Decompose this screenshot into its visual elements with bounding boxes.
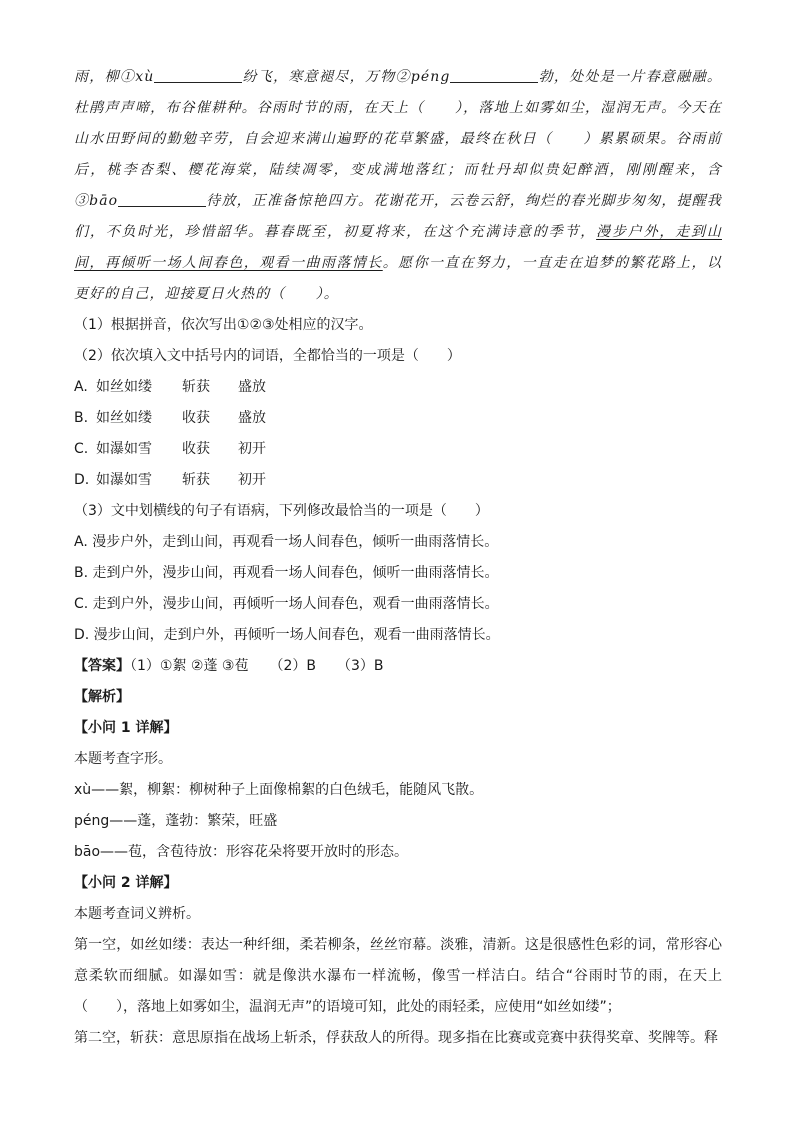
analysis-heading: 【解析】 bbox=[74, 689, 130, 705]
option-label: C. bbox=[74, 441, 89, 457]
passage-text: 雨，柳①xù bbox=[74, 69, 155, 85]
option-word: 如瀑如雪 bbox=[96, 472, 152, 488]
passage-text: 纷飞，寒意褪尽，万物②péng bbox=[242, 69, 451, 85]
passage-text: 勃，处处是一片春意融融。杜鹃声声啼，布谷催耕种。谷雨时节的雨，在天上（ bbox=[74, 69, 722, 116]
sub1-heading: 【小问 1 详解】 bbox=[74, 720, 178, 736]
option-word: 盛放 bbox=[238, 379, 266, 395]
answer-line bbox=[74, 651, 722, 682]
document-page bbox=[74, 62, 722, 1054]
sub1-line: péng——蓬，蓬勃：繁荣，旺盛 bbox=[74, 813, 278, 829]
passage-text: ），落地上如雾如尘，湿润无声。今天在山水田野间的勤勉辛劳，自会迎来满山遍野的花草繁盛，最终在秋日（ bbox=[74, 100, 722, 147]
sub1-line: bāo——苞，含苞待放：形容花朵将要开放时的形态。 bbox=[74, 844, 409, 860]
q2-option-d bbox=[74, 465, 722, 496]
question-3: （3）文中划横线的句子有语病，下列修改最恰当的一项是（ ） bbox=[74, 503, 489, 519]
question-1: （1）根据拼音，依次写出①②③处相应的汉字。 bbox=[74, 317, 373, 333]
option-word: 斩获 bbox=[182, 472, 210, 488]
passage-text: ）。 bbox=[315, 286, 339, 302]
option-word: 斩获 bbox=[182, 379, 210, 395]
sub2-paragraph: 第二空，斩获：意思原指在战场上斩杀，俘获敌人的所得。现多指在比赛或竞赛中获得奖章、奖牌等。释 bbox=[74, 1030, 718, 1046]
option-word: 如丝如缕 bbox=[96, 410, 152, 426]
pinyin-blank-1 bbox=[154, 66, 242, 83]
sub1-line: xù——絮，柳絮：柳树种子上面像棉絮的白色绒毛，能随风飞散。 bbox=[74, 782, 484, 798]
passage-text: ）累累硕果。谷雨前后，桃李杏梨、樱花海棠，陆续凋零，变成满地落红；而牡丹却似贵妃醉酒，刚刚醒来，含③bāo bbox=[74, 131, 722, 209]
q3-option-a: A. 漫步户外，走到山间，再观看一场人间春色，倾听一曲雨落情长。 bbox=[74, 534, 499, 550]
pinyin-blank-3 bbox=[118, 190, 206, 207]
option-word: 收获 bbox=[182, 410, 210, 426]
passage-text: 待放，正准备惊艳四方。花谢花开，云卷云舒，绚烂的春光脚步匆匆，提醒我们，不负时光，珍惜韶华。暮春既至，初夏将来，在这个充满诗意的季节， bbox=[74, 193, 722, 240]
option-label: A. bbox=[74, 379, 88, 395]
option-word: 如瀑如雪 bbox=[96, 441, 152, 457]
option-label: D. bbox=[74, 472, 90, 488]
sub2-paragraph: 第一空，如丝如缕：表达一种纤细，柔若柳条，丝丝帘幕。淡雅，清新。这是很感性色彩的词，常形容心意柔软而细腻。如瀑如雪：就是像洪水瀑布一样流畅，像雪一样洁白。结合“谷雨时节的雨，在天上（ ），落地上如雾如尘，温润无声”的语境可知，此处的雨轻柔，应使用“如丝如缕”； bbox=[74, 937, 722, 1015]
q2-option-a bbox=[74, 372, 722, 403]
question-2: （2）依次填入文中括号内的词语，全都恰当的一项是（ ） bbox=[74, 348, 461, 364]
option-word: 如丝如缕 bbox=[96, 379, 152, 395]
sub2-intro: 本题考查词义辨析。 bbox=[74, 906, 200, 922]
q2-option-b bbox=[74, 403, 722, 434]
option-word: 收获 bbox=[182, 441, 210, 457]
q2-option-c bbox=[74, 434, 722, 465]
sub2-heading: 【小问 2 详解】 bbox=[74, 875, 178, 891]
sub1-intro: 本题考查字形。 bbox=[74, 751, 172, 767]
option-label: B. bbox=[74, 410, 89, 426]
q3-option-b: B. 走到户外，漫步山间，再观看一场人间春色，倾听一曲雨落情长。 bbox=[74, 565, 499, 581]
q3-option-c: C. 走到户外，漫步山间，再倾听一场人间春色，观看一曲雨落情长。 bbox=[74, 596, 499, 612]
option-word: 盛放 bbox=[238, 410, 266, 426]
option-word: 初开 bbox=[238, 441, 266, 457]
answer-tag: 【答案】 bbox=[74, 658, 130, 674]
pinyin-blank-2 bbox=[450, 66, 538, 83]
option-word: 初开 bbox=[238, 472, 266, 488]
reading-passage bbox=[74, 62, 722, 310]
passage-text: 。愿你一直在努力，一直走在追梦的繁花路上，以更好的自己，迎接夏日火热的（ bbox=[74, 255, 722, 302]
underlined-sentence: 漫步户外，走到山间，再倾听一场人间春色，观看一曲雨落情长 bbox=[74, 224, 722, 271]
answer-text: （1）①絮 ②蓬 ③苞 （2）B （3）B bbox=[130, 658, 384, 674]
q3-option-d: D. 漫步山间，走到户外，再倾听一场人间春色，观看一曲雨落情长。 bbox=[74, 627, 500, 643]
